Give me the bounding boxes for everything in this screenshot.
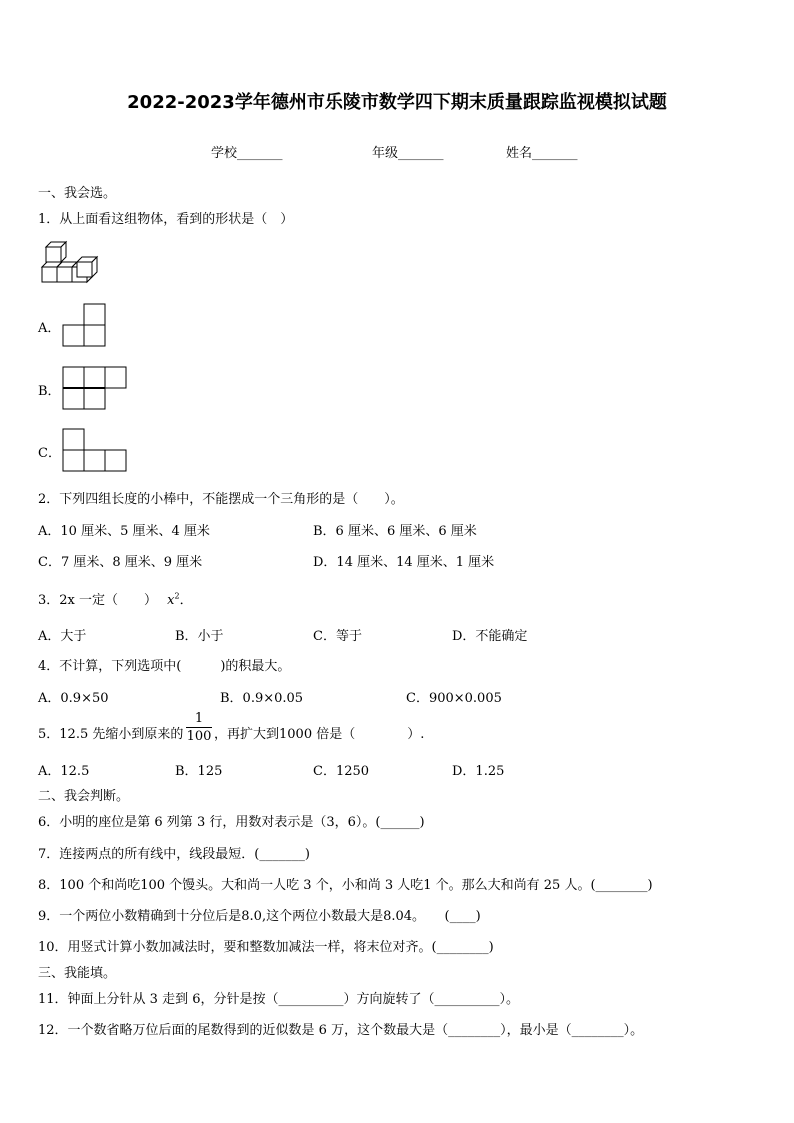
question-12: 12．一个数省略万位后面的尾数得到的近似数是 6 万，这个数最大是（________），最小是（________）。	[38, 1023, 644, 1038]
option-1a-label: A．	[38, 321, 61, 336]
question-11: 11．钟面上分针从 3 走到 6，分针是按（__________）方向旋转了（__________）。	[38, 992, 519, 1007]
question-10: 10．用竖式计算小数加减法时，要和整数加减法一样，将末位对齐。(________)	[38, 940, 494, 955]
section-3-heading: 三、我能填。	[38, 966, 117, 981]
option-2a[interactable]: A．10 厘米、5 厘米、4 厘米	[38, 524, 210, 539]
question-3-exponent: 2	[174, 591, 180, 601]
option-5b[interactable]: B．125	[175, 764, 223, 779]
grade-field: 年级_______	[372, 146, 444, 161]
question-4: 4．不计算，下列选项中( )的积最大。	[38, 659, 291, 674]
option-3b[interactable]: B．小于	[175, 629, 224, 644]
fraction-denominator: 100	[186, 729, 212, 744]
option-1c-figure[interactable]	[62, 428, 128, 474]
question-3-stem: 3．2x 一定（ ）	[38, 593, 158, 608]
option-5c[interactable]: C．1250	[313, 764, 370, 779]
question-8: 8．100 个和尚吃100 个馒头。大和尚一人吃 3 个，小和尚 3 人吃1 个。那么大和尚有 25 人。(________)	[38, 878, 653, 893]
option-1b-figure[interactable]	[62, 366, 128, 412]
option-1c-label: C．	[38, 446, 61, 461]
question-5-pre: 5．12.5 先缩小到原来的	[38, 727, 184, 742]
question-2: 2．下列四组长度的小棒中，不能摆成一个三角形的是（ ）。	[38, 492, 404, 507]
question-9: 9．一个两位小数精确到十分位后是8.0,这个两位小数最大是8.04。 (____)	[38, 909, 481, 924]
option-4b[interactable]: B．0.9×0.05	[220, 691, 304, 706]
option-2b[interactable]: B．6 厘米、6 厘米、6 厘米	[313, 524, 477, 539]
question-5-post: ，再扩大到1000 倍是（ ）.	[214, 727, 425, 742]
section-2-heading: 二、我会判断。	[38, 789, 130, 804]
question-6: 6．小明的座位是第 6 列第 3 行，用数对表示是（3，6）。(______)	[38, 815, 425, 830]
option-4a[interactable]: A．0.9×50	[38, 691, 109, 706]
option-2d[interactable]: D．14 厘米、14 厘米、1 厘米	[313, 555, 495, 570]
option-3a[interactable]: A．大于	[38, 629, 87, 644]
section-1-heading: 一、我会选。	[38, 186, 117, 201]
question-5-fraction	[186, 711, 212, 744]
option-5d[interactable]: D．1.25	[452, 764, 505, 779]
option-3c[interactable]: C．等于	[313, 629, 362, 644]
question-1: 1．从上面看这组物体，看到的形状是（ ）	[38, 212, 294, 227]
question-3	[38, 589, 193, 608]
option-4c[interactable]: C．900×0.005	[406, 691, 502, 706]
option-5a[interactable]: A．12.5	[38, 764, 90, 779]
page-title: 2022-2023学年德州市乐陵市数学四下期末质量跟踪监视模拟试题	[127, 92, 667, 113]
option-1b-label: B．	[38, 384, 61, 399]
name-field: 姓名_______	[506, 146, 578, 161]
option-3d[interactable]: D．不能确定	[452, 629, 528, 644]
question-3-dot: ．	[179, 593, 193, 608]
fraction-numerator: 1	[194, 711, 204, 726]
cube-group-figure	[38, 238, 102, 288]
option-1a-figure[interactable]	[62, 303, 108, 349]
school-field: 学校_______	[211, 146, 283, 161]
option-2c[interactable]: C．7 厘米、8 厘米、9 厘米	[38, 555, 203, 570]
question-3-x: x	[167, 593, 175, 608]
question-7: 7．连接两点的所有线中，线段最短．(_______)	[38, 847, 310, 862]
